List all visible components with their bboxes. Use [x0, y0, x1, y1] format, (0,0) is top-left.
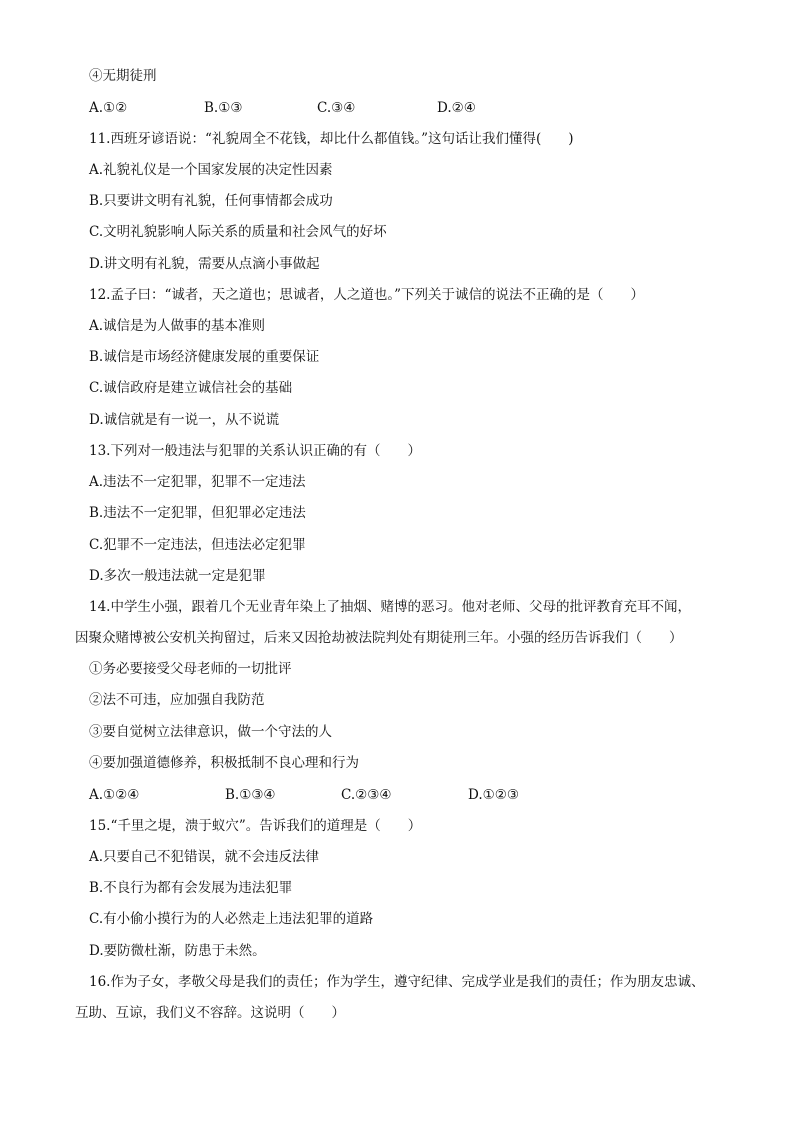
- q15-option-b: B.不良行为都有会发展为违法犯罪: [89, 880, 293, 896]
- q12-option-a: A.诚信是为人做事的基本准则: [89, 318, 266, 334]
- q10-option-b: B.①③: [204, 100, 243, 116]
- q10-option-c: C.③④: [317, 100, 356, 116]
- q16-stem-line-2: 互助、互谅，我们义不容辞。这说明（ ）: [75, 1005, 345, 1021]
- q11-option-c: C.文明礼貌影响人际关系的质量和社会风气的好坏: [89, 224, 387, 240]
- q14-option-d: D.①②③: [468, 787, 519, 803]
- q12-option-d: D.诚信就是有一说一，从不说谎: [89, 412, 280, 428]
- q12-stem: 12.孟子曰：“诚者，天之道也；思诚者，人之道也。”下列关于诚信的说法不正确的是（ ）: [89, 287, 645, 303]
- q11-option-a: A.礼貌礼仪是一个国家发展的决定性因素: [89, 162, 333, 178]
- q10-option-d: D.②④: [437, 100, 476, 116]
- q12-option-b: B.诚信是市场经济健康发展的重要保证: [89, 349, 320, 365]
- q14-option-b: B.①③④: [225, 787, 276, 803]
- q14-item-3: ③要自觉树立法律意识，做一个守法的人: [89, 724, 332, 740]
- q14-item-1: ①务必要接受父母老师的一切批评: [89, 661, 292, 677]
- q14-stem-line-1: 14.中学生小强，跟着几个无业青年染上了抽烟、赌博的恶习。他对老师、父母的批评教育充耳不闻，: [89, 599, 691, 615]
- q10-options: [89, 99, 476, 117]
- q11-stem: 11.西班牙谚语说：“礼貌周全不花钱，却比什么都值钱。”这句话让我们懂得( ): [89, 131, 574, 147]
- q10-item-4: ④无期徒刑: [89, 68, 157, 84]
- q15-option-d: D.要防微杜渐，防患于未然。: [89, 943, 266, 959]
- q15-option-c: C.有小偷小摸行为的人必然走上违法犯罪的道路: [89, 911, 374, 927]
- q14-item-2: ②法不可违，应加强自我防范: [89, 692, 265, 708]
- q15-stem: 15.“千里之堤，溃于蚁穴”。告诉我们的道理是（ ）: [89, 818, 422, 834]
- q13-option-d: D.多次一般违法就一定是犯罪: [89, 568, 266, 584]
- q13-option-a: A.违法不一定犯罪，犯罪不一定违法: [89, 474, 306, 490]
- q13-stem: 13.下列对一般违法与犯罪的关系认识正确的有（ ）: [89, 443, 421, 459]
- q12-option-c: C.诚信政府是建立诚信社会的基础: [89, 380, 293, 396]
- q14-stem-line-2: 因聚众赌博被公安机关拘留过，后来又因抢劫被法院判处有期徒刑三年。小强的经历告诉我们（ ）: [75, 630, 683, 646]
- q13-option-b: B.违法不一定犯罪，但犯罪必定违法: [89, 505, 306, 521]
- q14-item-4: ④要加强道德修养，积极抵制不良心理和行为: [89, 755, 359, 771]
- q15-option-a: A.只要自己不犯错误，就不会违反法律: [89, 849, 320, 865]
- q11-option-d: D.讲文明有礼貌，需要从点滴小事做起: [89, 256, 320, 272]
- q13-option-c: C.犯罪不一定违法，但违法必定犯罪: [89, 537, 306, 553]
- q11-option-b: B.只要讲文明有礼貌，任何事情都会成功: [89, 193, 333, 209]
- q10-option-a: A.①②: [89, 100, 128, 116]
- q14-option-c: C.②③④: [341, 787, 392, 803]
- q14-options: [89, 786, 519, 804]
- q16-stem-line-1: 16.作为子女，孝敬父母是我们的责任；作为学生，遵守纪律、完成学业是我们的责任；作为朋友忠诚、: [89, 974, 705, 990]
- q14-option-a: A.①②④: [89, 787, 140, 803]
